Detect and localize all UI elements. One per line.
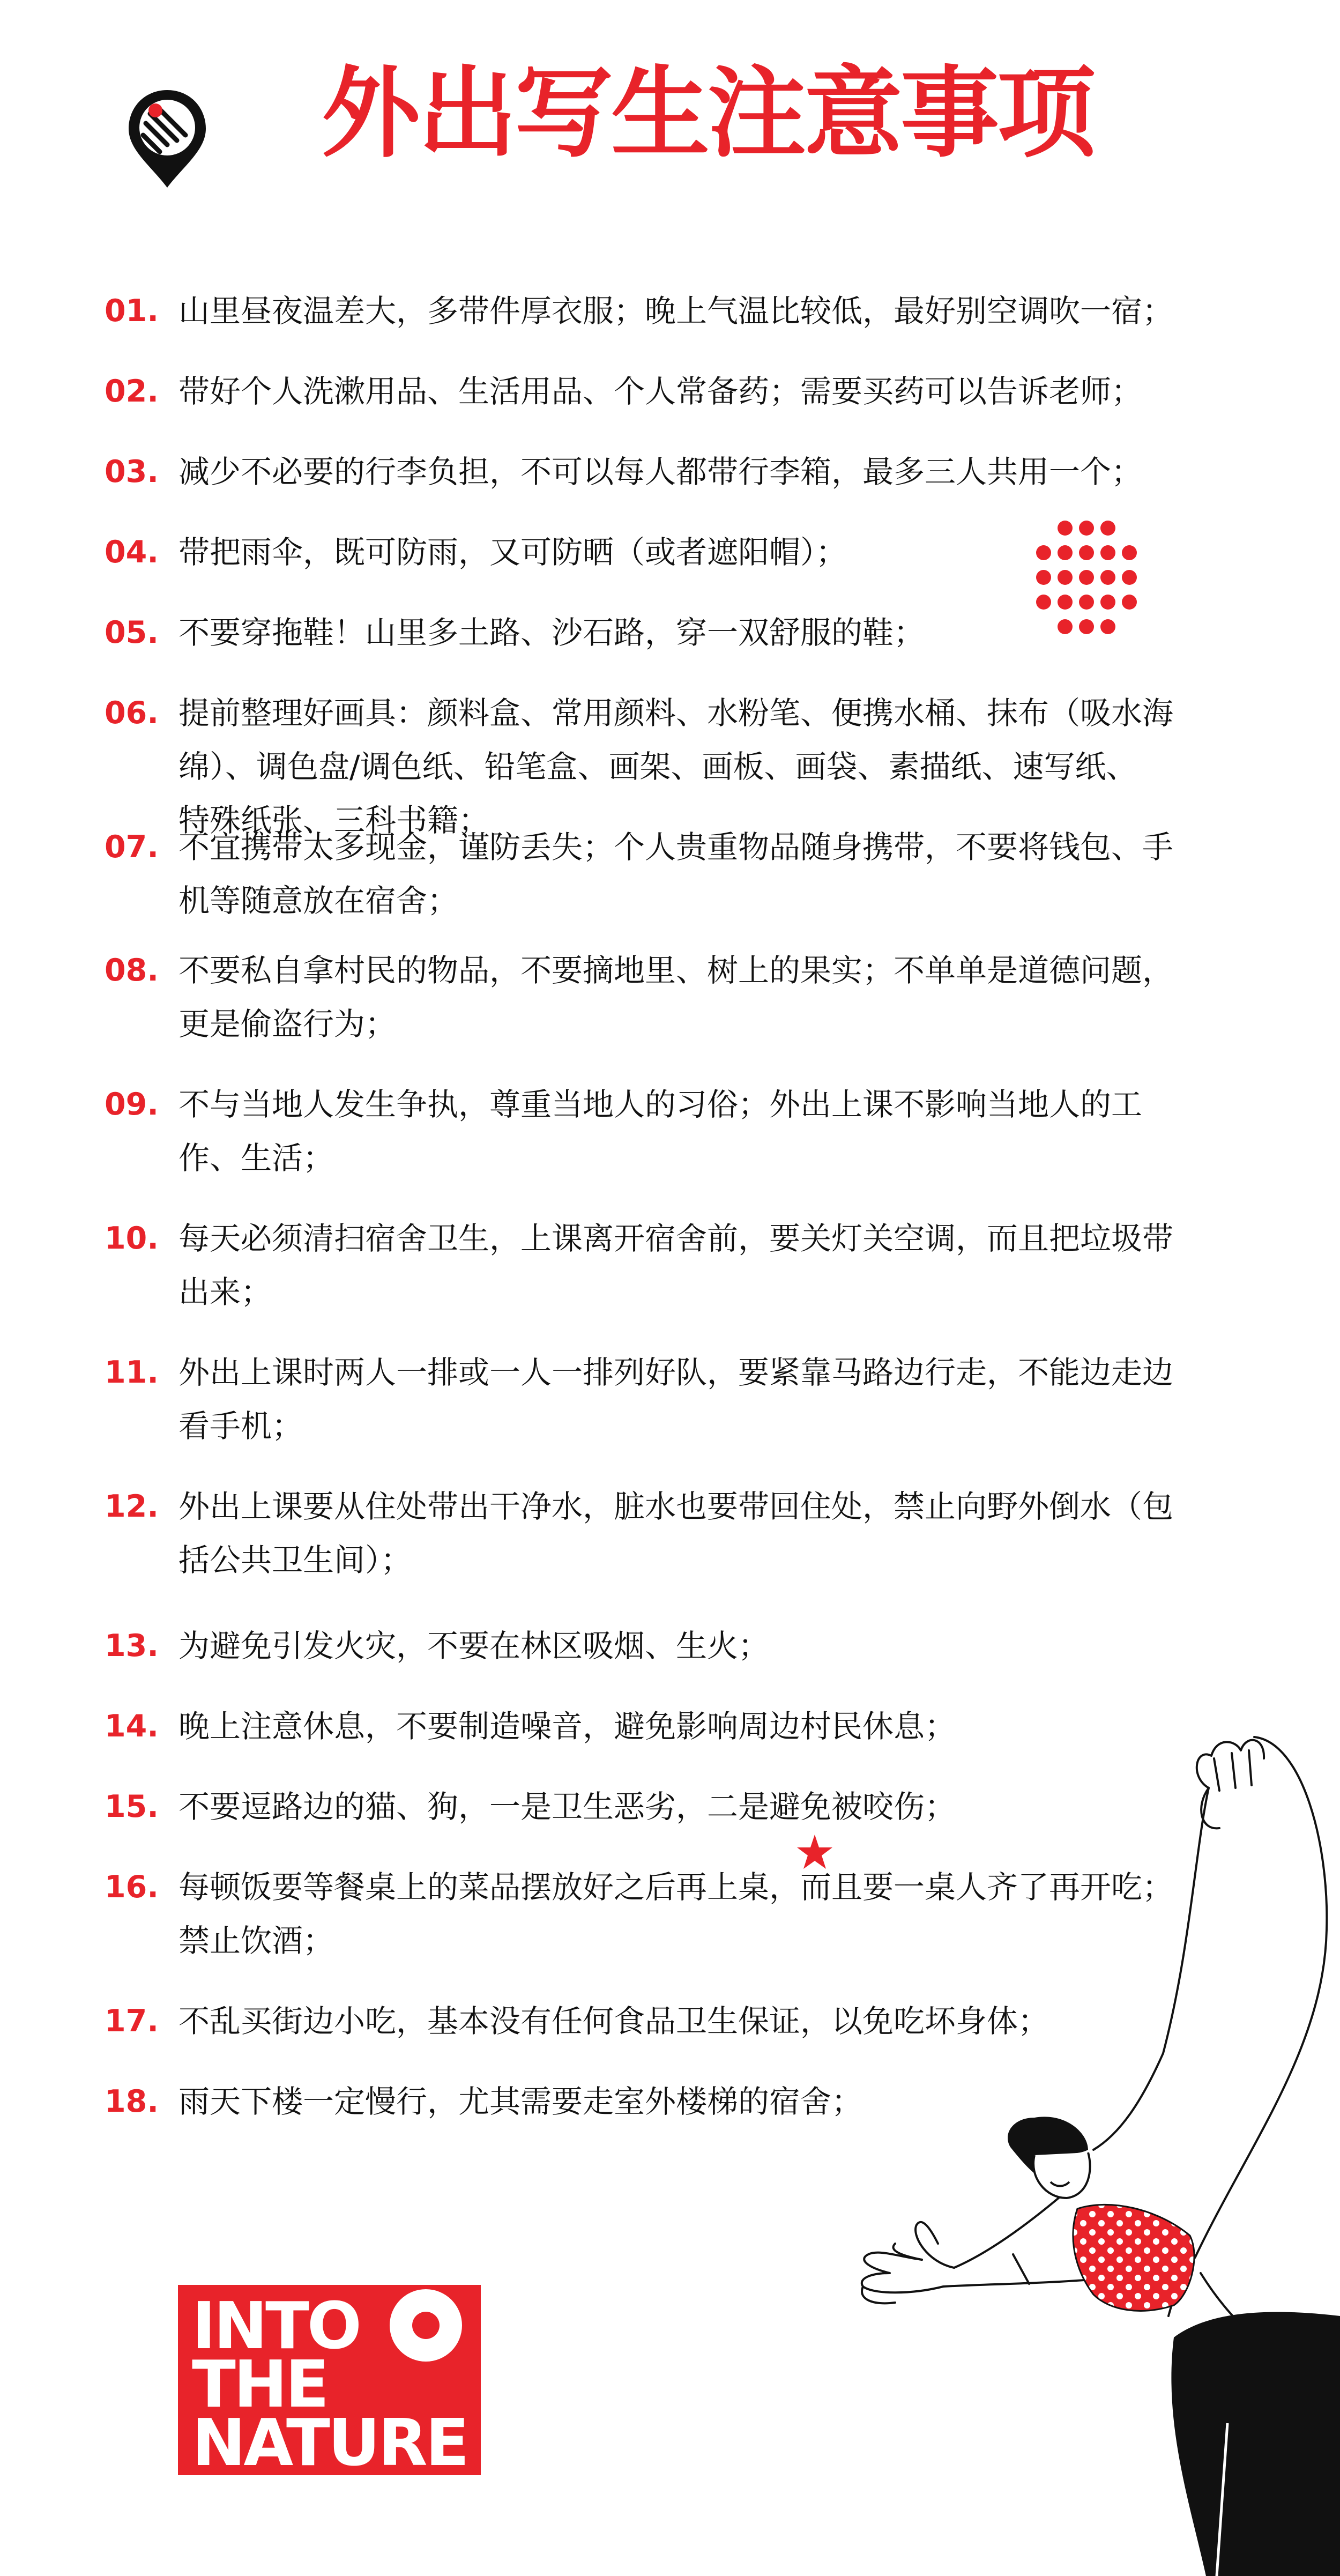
item-text: 不要穿拖鞋！山里多土路、沙石路，穿一双舒服的鞋； bbox=[178, 614, 925, 651]
figure-illustration bbox=[659, 1726, 1340, 2576]
item-number: 14. bbox=[105, 1709, 159, 1744]
item-text: 不与当地人发生争执，尊重当地人的习俗；外出上课不影响当地人的工 作、生活； bbox=[178, 1086, 1143, 1176]
item-number: 12. bbox=[105, 1489, 159, 1524]
item-text: 提前整理好画具：颜料盒、常用颜料、水粉笔、便携水桶、抹布（吸水海 绵）、调色盘/调色纸、铅笔盒、画架、画板、画袋、素描纸、速写纸、 特殊纸张、三科书籍； bbox=[178, 695, 1174, 838]
item-text: 不要逗路边的猫、狗，一是卫生恶劣，二是避免被咬伤； bbox=[178, 1788, 956, 1825]
item-number: 15. bbox=[105, 1789, 159, 1824]
item-number: 03. bbox=[105, 454, 159, 489]
item-number: 07. bbox=[105, 829, 159, 865]
item-number: 04. bbox=[105, 534, 159, 570]
item-text: 外出上课要从住处带出干净水，脏水也要带回住处，禁止向野外倒水（包 括公共卫生间）； bbox=[178, 1488, 1174, 1578]
item-text: 雨天下楼一定慢行，尤其需要走室外楼梯的宿舍； bbox=[178, 2083, 863, 2120]
item-number: 17. bbox=[105, 2003, 159, 2039]
item-number: 01. bbox=[105, 293, 159, 329]
item-text: 外出上课时两人一排或一人一排列好队，要紧靠马路边行走，不能边走边 看手机； bbox=[178, 1354, 1174, 1444]
item-text: 为避免引发火灾，不要在林区吸烟、生火； bbox=[178, 1628, 770, 1664]
into-the-nature-badge bbox=[178, 2285, 481, 2475]
item-text: 不宜携带太多现金，谨防丢失；个人贵重物品随身携带，不要将钱包、手 机等随意放在宿舍； bbox=[178, 829, 1174, 919]
item-text: 带好个人洗漱用品、生活用品、个人常备药；需要买药可以告诉老师； bbox=[178, 373, 1143, 410]
item-number: 16. bbox=[105, 1869, 159, 1905]
item-number: 10. bbox=[105, 1221, 159, 1256]
item-number: 06. bbox=[105, 695, 159, 731]
item-text: 每顿饭要等餐桌上的菜品摆放好之后再上桌，而且要一桌人齐了再开吃； 禁止饮酒； bbox=[178, 1869, 1174, 1959]
item-number: 11. bbox=[105, 1355, 159, 1390]
logo-pin-icon bbox=[124, 86, 210, 193]
page-title: 外出写生注意事项 bbox=[322, 56, 1094, 171]
badge-circle-icon bbox=[390, 2289, 462, 2362]
item-text: 晚上注意休息，不要制造噪音，避免影响周边村民休息； bbox=[178, 1708, 956, 1744]
badge-line-3: NATURE bbox=[192, 2406, 467, 2475]
item-text: 每天必须清扫宿舍卫生，上课离开宿舍前，要关灯关空调，而且把垃圾带 出来； bbox=[178, 1220, 1174, 1310]
item-text: 带把雨伞，既可防雨，又可防晒（或者遮阳帽）； bbox=[178, 534, 847, 570]
item-text: 山里昼夜温差大，多带件厚衣服；晚上气温比较低，最好别空调吹一宿； bbox=[178, 293, 1174, 329]
badge-line-2: THE bbox=[192, 2348, 327, 2422]
item-number: 09. bbox=[105, 1087, 159, 1122]
item-text: 不要私自拿村民的物品，不要摘地里、树上的果实；不单单是道德问题， 更是偷盗行为； bbox=[178, 952, 1174, 1042]
item-text: 不乱买街边小吃，基本没有任何食品卫生保证，以免吃坏身体； bbox=[178, 2003, 1049, 2039]
item-number: 18. bbox=[105, 2084, 159, 2119]
item-number: 08. bbox=[105, 953, 159, 988]
item-number: 05. bbox=[105, 615, 159, 650]
item-text: 减少不必要的行李负担，不可以每人都带行李箱，最多三人共用一个； bbox=[178, 454, 1143, 490]
badge-line-1: INTO bbox=[192, 2289, 360, 2364]
item-number: 13. bbox=[105, 1628, 159, 1664]
item-number: 02. bbox=[105, 374, 159, 409]
